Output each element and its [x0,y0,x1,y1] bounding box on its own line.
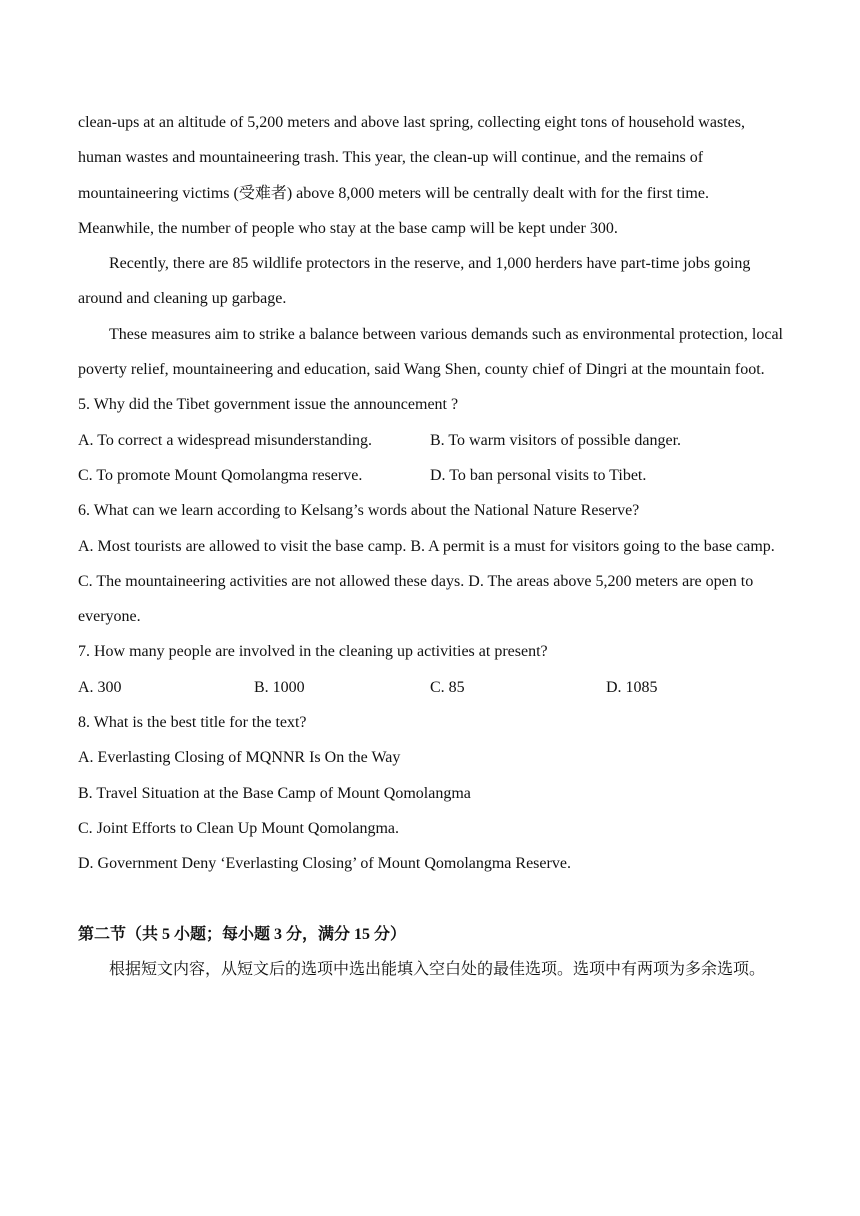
question-7-option-c: C. 85 [430,678,465,696]
section-spacer [78,882,788,917]
question-8-stem: 8. What is the best title for the text? [78,714,307,732]
question-5-options-row-2 [78,458,788,493]
section-2-title: 第二节（共 5 小题；每小题 3 分，满分 15 分） [78,925,407,943]
question-6-stem: 6. What can we learn according to Kelsang’s words about the National Nature Reserve? [78,502,640,520]
question-7-option-a: A. 300 [78,678,122,696]
question-5-option-a: A. To correct a widespread misunderstanding. [78,431,373,449]
passage-paragraph-2: Recently, there are 85 wildlife protectors in the reserve, and 1,000 herders have part-time jobs going around and cleaning up garbage. [78,255,751,308]
document-page [78,105,788,987]
question-8-option-d: D. Government Deny ‘Everlasting Closing’ of Mount Qomolangma Reserve. [78,855,571,873]
section-2-instruction: 根据短文内容，从短文后的选项中选出能填入空白处的最佳选项。选项中有两项为多余选项。 [109,960,766,978]
question-8-option-c: C. Joint Efforts to Clean Up Mount Qomolangma. [78,819,400,837]
passage-paragraph-1: clean-ups at an altitude of 5,200 meters and above last spring, collecting eight tons of household wastes, human wastes and mountaineering trash. This year, the clean-up will continue, and the remains of mountaineering victims (受难者) above 8,000 meters will be centrally dealt with for the first time. Meanwhile, the number of people who stay at the base camp will be kept under 300. [78,114,745,237]
passage-paragraph-3: These measures aim to strike a balance between various demands such as environmental protection, local poverty relief, mountaineering and education, said Wang Shen, county chief of Dingri at the mountain foot. [78,325,783,379]
question-6-options-ab: A. Most tourists are allowed to visit the base camp. B. A permit is a must for visitors going to the base camp. [78,537,775,555]
question-7-stem: 7. How many people are involved in the cleaning up activities at present? [78,643,548,661]
question-8-option-a: A. Everlasting Closing of MQNNR Is On the Way [78,749,401,767]
question-8-option-b: B. Travel Situation at the Base Camp of Mount Qomolangma [78,784,471,802]
question-5-option-d: D. To ban personal visits to Tibet. [430,466,647,484]
question-7-option-d: D. 1085 [606,678,658,696]
question-5-option-b: B. To warm visitors of possible danger. [430,431,682,449]
question-7-options-row [78,670,788,705]
question-5-option-c: C. To promote Mount Qomolangma reserve. [78,466,363,484]
question-5-options-row-1 [78,423,788,458]
question-5-stem: 5. Why did the Tibet government issue the announcement ? [78,396,459,414]
question-7-option-b: B. 1000 [254,678,305,696]
question-6-options-cd: C. The mountaineering activities are not allowed these days. D. The areas above 5,200 meters are open to everyone. [78,572,754,626]
